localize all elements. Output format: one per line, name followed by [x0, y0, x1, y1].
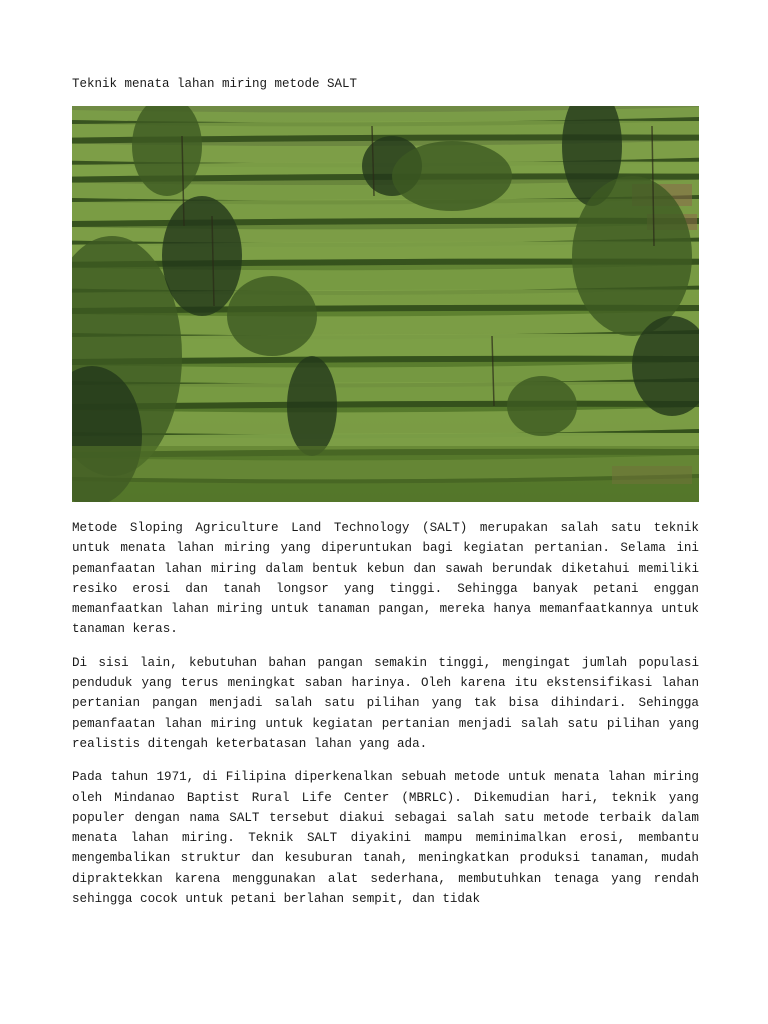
paragraph-3: Pada tahun 1971, di Filipina diperkenalkan sebuah metode untuk menata lahan miring oleh Mindanao Baptist Rural Life Center (MBRLC). Dikemudian hari, teknik yang populer dengan nama SALT tersebut diakui sebagai salah satu metode terbaik dalam menata lahan miring. Teknik SALT diyakini mampu meminimalkan erosi, membantu mengembalikan struktur dan kesuburan tanah, meningkatkan produksi tanaman, mudah dipraktekkan karena menggunakan alat sederhana, membutuhkan tenaga yang rendah sehingga cocok untuk petani berlahan sempit, dan tidak [72, 770, 699, 907]
paragraph-1: Metode Sloping Agriculture Land Technology (SALT) merupakan salah satu teknik untuk menata lahan miring yang diperuntukan bagi kegiatan pertanian. Selama ini pemanfaatan lahan miring dalam bentuk kebun dan sawah berundak diketahui memiliki resiko erosi dan tanah longsor yang tinggi. Sehingga banyak petani enggan memanfaatkan lahan miring untuk tanaman pangan, mereka hanya memanfaatkannya untuk tanaman keras. [72, 521, 699, 637]
article-body [72, 518, 699, 922]
document-title: Teknik menata lahan miring metode SALT [72, 77, 358, 91]
paragraph-2: Di sisi lain, kebutuhan bahan pangan semakin tinggi, mengingat jumlah populasi penduduk yang terus meningkat saban harinya. Oleh karena itu ekstensifikasi lahan pertanian pangan menjadi salah satu pilihan yang tak bisa dihindari. Sehingga pemanfaatan lahan miring untuk kegiatan pertanian menjadi salah satu pilihan yang realistis ditengah keterbatasan lahan yang ada. [72, 655, 699, 751]
terraced-hillside-photo [72, 106, 699, 502]
